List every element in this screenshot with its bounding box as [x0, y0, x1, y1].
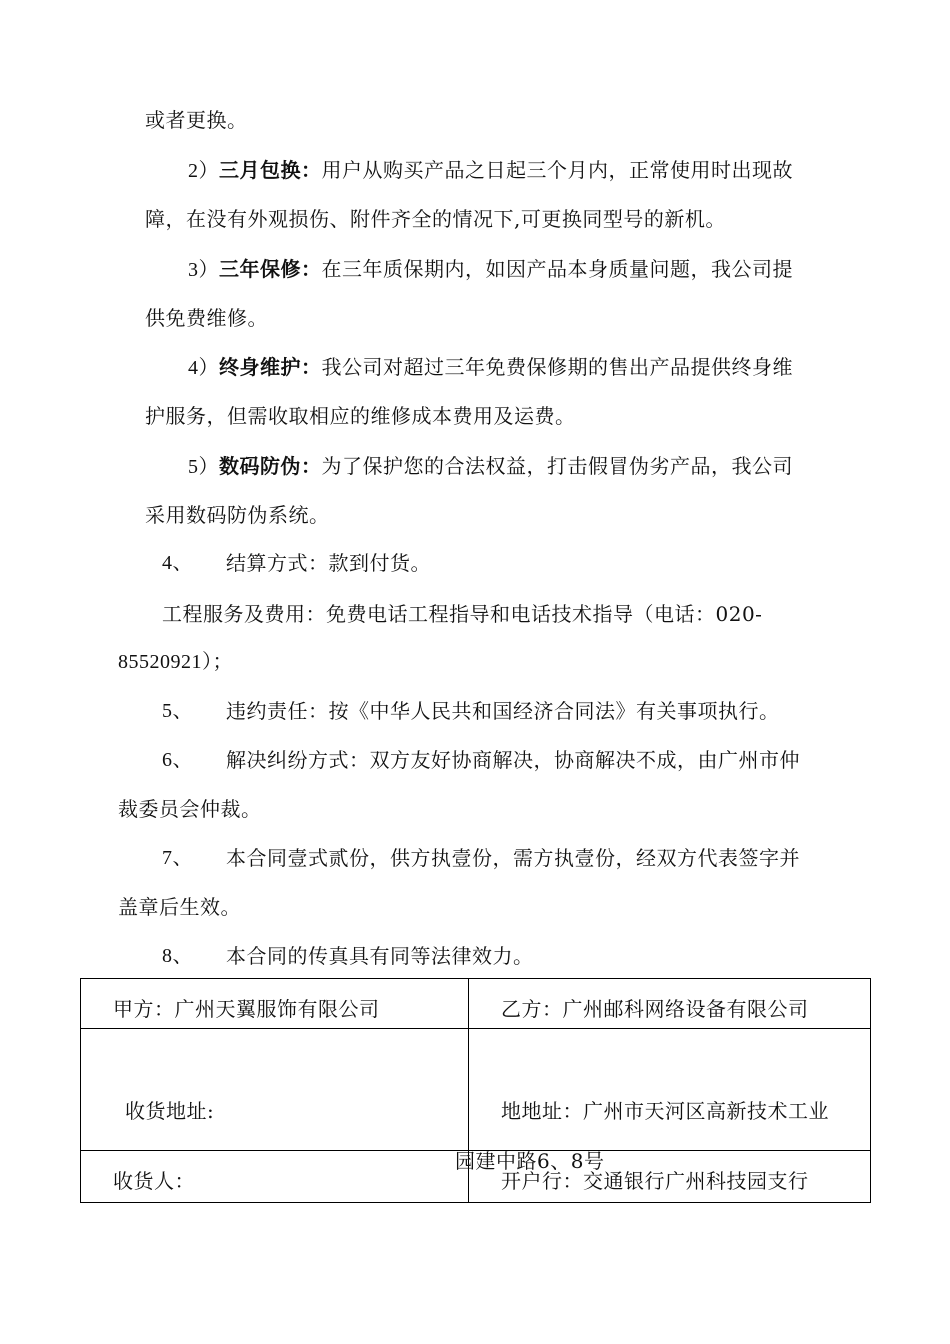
warranty-clause-line [188, 355, 793, 380]
party-b-cell [469, 979, 871, 1029]
warranty-clause-line [188, 454, 793, 479]
warranty-clause-line: 采用数码防伪系统。 [145, 503, 330, 527]
clause-text: 我公司对超过三年免费保修期的售出产品提供终身维 [321, 355, 793, 379]
delivery-address-label: 收货地址: [125, 1099, 215, 1123]
clause-title: 三月包换： [219, 158, 322, 182]
service-line: 工程服务及费用：免费电话工程指导和电话技术指导（电话：020- [162, 602, 763, 626]
party-b-name: 乙方：广州邮科网络设备有限公司 [501, 997, 809, 1021]
item-number: 6、 [162, 749, 193, 771]
item-number: 7、 [162, 847, 193, 869]
receiver-cell [81, 1151, 469, 1203]
service-line: 85520921）； [118, 651, 233, 673]
item-text: 裁委员会仲裁。 [118, 797, 262, 821]
warranty-clause-line [188, 257, 793, 282]
table-row [81, 1029, 871, 1151]
delivery-address-cell [81, 1029, 469, 1151]
item-text: 解决纠纷方式：双方友好协商解决，协商解决不成，由广州市仲 [226, 748, 800, 772]
supplier-address-cell [455, 1029, 871, 1173]
clause-number: 2） [188, 160, 219, 182]
item-number: 8、 [162, 945, 193, 967]
item-number: 4、 [162, 552, 193, 574]
bank-info: 开户行：交通银行广州科技园支行 [501, 1169, 809, 1193]
table-row [81, 979, 871, 1029]
clause-title: 数码防伪： [219, 454, 322, 478]
warranty-clause-line [188, 158, 793, 183]
party-info-table [80, 978, 871, 1203]
receiver-label: 收货人： [113, 1169, 195, 1193]
clause-title: 终身维护： [219, 355, 322, 379]
item-text: 本合同的传真具有同等法律效力。 [226, 944, 534, 968]
warranty-clause-line: 障，在没有外观损伤、附件齐全的情况下,可更换同型号的新机。 [145, 207, 726, 231]
warranty-clause-line: 护服务，但需收取相应的维修成本费用及运费。 [145, 404, 576, 428]
clause-number: 4） [188, 357, 219, 379]
supplier-address-line2: 园建中路6、8号 [455, 1149, 605, 1173]
party-a-name: 甲方：广州天翼服饰有限公司 [113, 997, 380, 1021]
item-text: 本合同壹式贰份，供方执壹份，需方执壹份，经双方代表签字并 [226, 846, 800, 870]
text-line: 或者更换。 [145, 108, 248, 132]
clause-text: 在三年质保期内，如因产品本身质量问题，我公司提 [321, 257, 793, 281]
item-text: 结算方式：款到付货。 [226, 551, 431, 575]
clause-number: 5） [188, 456, 219, 478]
warranty-clause-line: 供免费维修。 [145, 306, 268, 330]
clause-text: 用户从购买产品之日起三个月内，正常使用时出现故 [321, 158, 793, 182]
item-number: 5、 [162, 700, 193, 722]
clause-text: 为了保护您的合法权益，打击假冒伪劣产品，我公司 [321, 454, 793, 478]
supplier-address-line1: 地地址：广州市天河区高新技术工业 [501, 1099, 829, 1123]
clause-title: 三年保修： [219, 257, 322, 281]
item-text: 盖章后生效。 [118, 895, 241, 919]
party-a-cell [81, 979, 469, 1029]
clause-number: 3） [188, 259, 219, 281]
item-text: 违约责任：按《中华人民共和国经济合同法》有关事项执行。 [226, 699, 780, 723]
